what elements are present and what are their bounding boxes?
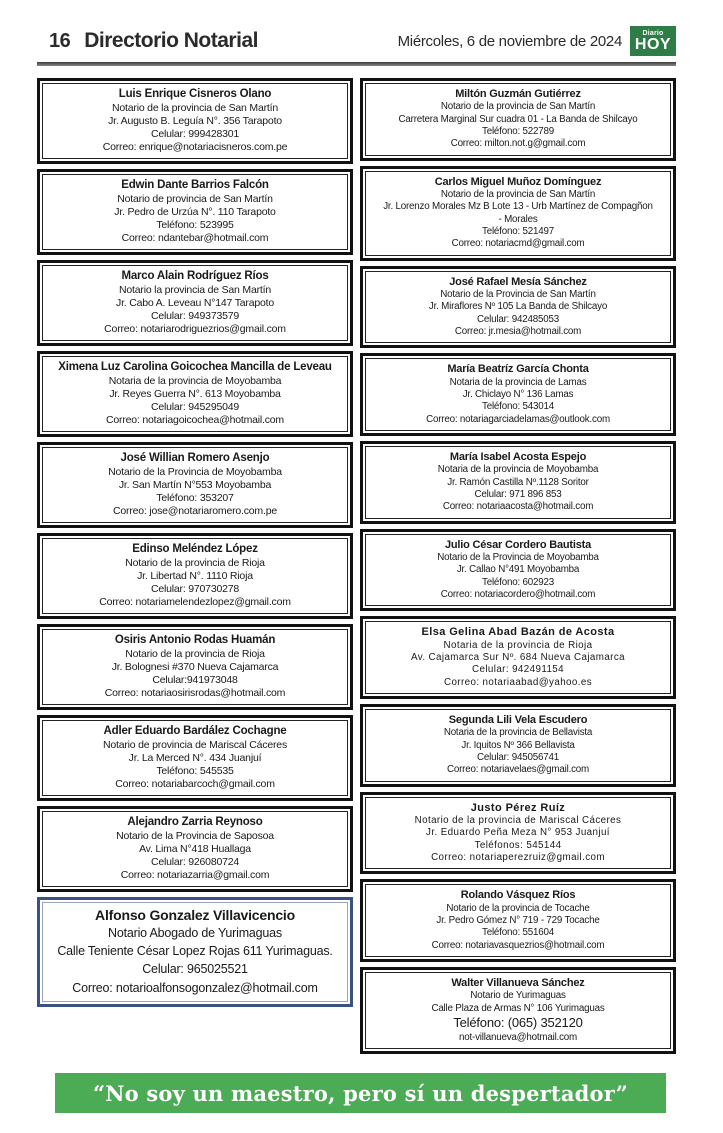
notary-card-inner (365, 271, 671, 344)
notary-detail-line: Notario Abogado de Yurimaguas (108, 926, 282, 941)
notary-card-inner (42, 265, 348, 341)
notary-card-inner (365, 171, 671, 256)
page-header (37, 26, 676, 62)
notary-card (360, 616, 676, 699)
notary-detail-line: Teléfono: 545535 (156, 764, 234, 777)
notary-detail-line: Notario de la Provincia de Saposoa (116, 829, 274, 842)
notary-detail-line: Jr. Miraflores Nº 105 La Banda de Shilcayo (428, 301, 608, 313)
notary-detail-line: Teléfono: 551604 (482, 927, 554, 939)
page-title: Directorio Notarial (84, 29, 258, 52)
notary-card-inner (42, 538, 348, 614)
notary-detail-line: Teléfono: 602923 (482, 576, 554, 588)
notary-detail-line: Notario de provincia de San Martín (117, 192, 273, 205)
notary-card-inner (42, 447, 348, 523)
notary-name: Rolando Vásquez Ríos (460, 889, 576, 902)
notary-detail-line: Jr. Augusto B. Leguía N°. 356 Tarapoto (108, 114, 282, 127)
notary-card-inner (42, 902, 348, 1002)
right-column (360, 78, 676, 1059)
notary-detail-line: Jr. Chiclayo N° 136 Lamas (462, 389, 574, 400)
notary-detail-line: Jr. Callao N°491 Moyobamba (456, 564, 580, 576)
notary-card (360, 441, 676, 524)
notary-detail-line: Jr. Libertad N°. 1110 Rioja (137, 569, 253, 582)
date-text: Miércoles, 6 de noviembre de 2024 (397, 32, 622, 50)
notary-detail-line: Correo: jr.mesia@hotmail.com (454, 326, 582, 338)
notary-detail-line: Notario de la Provincia de San Martín (440, 288, 596, 300)
notary-detail-line: Av. Cajamarca Sur Nº. 684 Nueva Cajamarca (410, 652, 625, 664)
notary-detail-line: Notaria de la provincia de Rioja (443, 639, 593, 651)
notary-detail-line: Correo: notariavelaes@gmail.com (446, 764, 590, 776)
notary-card-inner (365, 972, 671, 1049)
page-number: 16 (49, 30, 71, 52)
footer-quote-bar (55, 1073, 666, 1113)
notary-detail-line: Av. Lima N°418 Huallaga (139, 842, 251, 855)
notary-name: Justo Pérez Ruíz (470, 801, 566, 814)
notary-name: Edinso Meléndez López (132, 543, 258, 555)
notary-detail-line: Jr. San Martín N°553 Moyobamba (118, 478, 272, 491)
notary-detail-line: Celular: 945056741 (477, 752, 559, 764)
notary-detail-line: Notario de la provincia de Mariscal Cáceres (414, 815, 622, 827)
notary-card (360, 529, 676, 612)
notary-detail-line: Jr. Ramón Castilla Nº.1128 Soritor (447, 476, 589, 488)
notary-card (37, 169, 353, 255)
notary-name: Miltón Guzmán Gutiérrez (455, 88, 581, 100)
header-title-group (37, 29, 258, 53)
notary-name: Edwin Dante Barrios Falcón (121, 179, 269, 191)
notary-detail-line: Celular:941973048 (152, 673, 238, 686)
notary-card (360, 792, 676, 875)
notary-detail-line: Calle Teniente César Lopez Rojas 611 Yurimaguas. (57, 944, 333, 959)
notary-card-inner (42, 83, 348, 159)
notary-name: Adler Eduardo Bardález Cochagne (103, 725, 287, 737)
logo-hoy-label: HOY (634, 35, 672, 53)
notary-detail-line: Correo: notariaosirisrodas@hotmail.com (104, 686, 286, 699)
notary-name: María Beatríz García Chonta (447, 363, 589, 376)
notary-detail-line: Jr. Reyes Guerra N°. 613 Moyobamba (109, 387, 281, 400)
notary-card-inner (365, 534, 671, 607)
notary-card-inner (42, 174, 348, 250)
notary-detail-line: Notario de la provincia de San Martín (112, 101, 278, 114)
logo-diario-label: Diario (642, 29, 664, 37)
notary-detail-line: Notaria de la provincia de Bellavista (443, 727, 593, 739)
notary-name: María Isabel Acosta Espejo (449, 451, 587, 464)
notary-detail-line: Correo: notariazarria@gmail.com (120, 868, 270, 881)
notary-card-inner (365, 446, 671, 519)
notary-card (360, 266, 676, 349)
notary-card-inner (42, 811, 348, 887)
notary-name: José Willian Romero Asenjo (120, 452, 270, 464)
notary-detail-line: Correo: notariamelendezlopez@gmail.com (99, 595, 291, 608)
notary-detail-line: Teléfonos: 545144 (474, 839, 562, 851)
notary-detail-line: Calle Plaza de Armas N° 106 Yurimaguas (431, 1002, 605, 1014)
notary-card-inner (42, 356, 348, 432)
notary-detail-line: Notario de la provincia de Rioja (125, 556, 265, 569)
notary-detail-line: Teléfono: 521497 (482, 226, 554, 237)
notary-card-inner (365, 358, 671, 431)
notary-card-inner (365, 83, 671, 156)
notary-detail-line: Jr. Pedro Gómez N° 719 - 729 Tocache (436, 915, 600, 927)
notary-card (37, 897, 353, 1007)
notary-detail-line: Notario de la provincia de San Martín (440, 101, 596, 113)
notary-detail-line: Correo: ndantebar@hotmail.com (121, 231, 269, 244)
notary-detail-line: Celular: 945295049 (150, 400, 240, 413)
notary-name: Elsa Gelina Abad Bazán de Acosta (421, 626, 615, 639)
notary-detail-line: Celular: 926080724 (150, 855, 240, 868)
notary-detail-line: Celular: 999428301 (150, 127, 240, 140)
notary-detail-line: Notaria de la provincia de Moyobamba (437, 464, 599, 476)
notary-card-inner (42, 720, 348, 796)
notary-name: Alejandro Zarria Reynoso (127, 816, 263, 828)
notary-card (37, 260, 353, 346)
notary-detail-line: Jr. Lorenzo Morales Mz B Lote 13 - Urb Martínez de Compagñon (383, 201, 653, 213)
notary-detail-line: Jr. Pedro de Urzúa N°. 110 Tarapoto (114, 205, 276, 218)
notary-name: José Rafael Mesía Sánchez (449, 275, 587, 288)
notary-card-inner (365, 621, 671, 694)
notary-detail-line: Correo: enrique@notariacisneros.com.pe (102, 140, 288, 153)
notary-card-inner (365, 884, 671, 957)
notary-detail-line: Correo: notariacmd@gmail.com (451, 238, 585, 250)
notary-detail-line: Carretera Marginal Sur cuadra 01 - La Banda de Shilcayo (398, 113, 638, 125)
notary-card (360, 353, 676, 436)
header-divider (37, 62, 676, 66)
notary-detail-line: Teléfono: 543014 (482, 401, 554, 413)
notary-name: Carlos Miguel Muñoz Domínguez (434, 175, 602, 188)
notary-detail-line: Teléfono: (065) 352120 (453, 1015, 583, 1031)
notary-detail-line: Teléfono: 353207 (156, 491, 234, 504)
notary-detail-line: Notaria de la provincia de Moyobamba (108, 374, 282, 387)
notary-detail-line: Correo: notariaabad@yahoo.es (443, 676, 593, 688)
notary-card-inner (365, 709, 671, 782)
notary-card (37, 442, 353, 528)
notary-detail-line: Celular: 942491154 (472, 664, 564, 676)
notary-card (37, 624, 353, 710)
notary-detail-line: Notario de la provincia de San Martín (440, 188, 596, 200)
notary-name: Julio César Cordero Bautista (445, 538, 591, 551)
notary-detail-line: Correo: notariagoicochea@hotmail.com (106, 413, 284, 426)
notary-detail-line: Notario de la Provincia de Moyobamba (108, 465, 282, 478)
notary-card (360, 879, 676, 962)
notary-name: Walter Villanueva Sánchez (451, 977, 585, 990)
notary-detail-line: Correo: notariaperezruiz@gmail.com (431, 852, 605, 864)
header-date-group (398, 26, 676, 56)
notary-detail-line: Correo: notariacordero@hotmail.com (440, 589, 596, 601)
notary-detail-line: Correo: notariabarcoch@gmail.com (115, 777, 275, 790)
notary-detail-line: Notario de provincia de Mariscal Cáceres (103, 738, 287, 751)
notary-detail-line: Notario de Yurimaguas (470, 990, 566, 1002)
notary-card (360, 704, 676, 787)
notary-detail-line: Celular: 942485053 (477, 313, 559, 325)
notary-name: Alfonso Gonzalez Villavicencio (95, 907, 295, 923)
notary-detail-line: Jr. Eduardo Peña Meza N° 953 Juanjuí (426, 827, 610, 839)
notary-name: Osiris Antonio Rodas Huamán (114, 634, 276, 646)
left-column (37, 78, 353, 1059)
notary-detail-line: Jr. Cabo A. Leveau N°147 Tarapoto (116, 296, 274, 309)
notary-detail-line: Notaria de la provincia de Lamas (449, 376, 587, 388)
notary-card (360, 78, 676, 161)
directory-columns (37, 78, 676, 1059)
notary-detail-line: not-villanueva@hotmail.com (458, 1031, 577, 1043)
notary-detail-line: Notario de la provincia de Rioja (125, 647, 265, 660)
notary-name: Ximena Luz Carolina Goicochea Mancilla de Leveau (58, 361, 332, 373)
notary-detail-line: Notario la provincia de San Martín (119, 283, 271, 296)
notary-detail-line: Jr. Bolognesi #370 Nueva Cajamarca (111, 660, 279, 673)
notary-detail-line: Notario de la provincia de Tocache (446, 902, 590, 914)
notary-detail-line: Correo: notariavasquezrios@hotmail.com (431, 939, 605, 951)
notary-detail-line: Notario de la Provincia de Moyobamba (437, 552, 599, 563)
notary-detail-line: Teléfono: 522789 (482, 125, 554, 137)
notary-name: Marco Alain Rodríguez Ríos (121, 270, 269, 282)
notary-detail-line: Correo: notariagarciadelamas@outlook.com (426, 413, 610, 425)
diario-hoy-logo (630, 26, 676, 56)
notary-card (37, 351, 353, 437)
notary-detail-line: Correo: milton.not.g@gmail.com (450, 138, 586, 150)
notary-card-inner (365, 797, 671, 870)
notary-card (360, 166, 676, 261)
notary-card (37, 78, 353, 164)
notary-detail-line: Celular: 970730278 (150, 582, 240, 595)
notary-detail-line: Teléfono: 523995 (156, 218, 234, 231)
notary-card-inner (42, 629, 348, 705)
notary-detail-line: Correo: notariarodriguezrios@gmail.com (104, 322, 286, 335)
notary-detail-line: Jr. Iquitos Nº 366 Bellavista (461, 739, 575, 751)
notary-detail-line: Celular: 965025521 (142, 962, 248, 977)
notary-detail-line: Correo: jose@notariaromero.com.pe (113, 504, 277, 517)
notary-card (37, 715, 353, 801)
notary-detail-line: Correo: notariaacosta@hotmail.com (442, 501, 594, 513)
notary-detail-line: Celular: 949373579 (150, 309, 240, 322)
notary-name: Luis Enrique Cisneros Olano (118, 88, 272, 100)
notary-detail-line: - Morales (498, 213, 538, 225)
notary-detail-line: Celular: 971 896 853 (474, 489, 562, 501)
notary-detail-line: Correo: notarioalfonsogonzalez@hotmail.com (72, 980, 318, 995)
notary-card (37, 806, 353, 892)
notary-card (37, 533, 353, 619)
notary-name: Segunda Lili Vela Escudero (448, 714, 588, 727)
footer-quote-text: “No soy un maestro, pero sí un despertador” (92, 1080, 629, 1106)
notary-card (360, 967, 676, 1054)
notary-detail-line: Jr. La Merced N°. 434 Juanjuí (128, 751, 262, 764)
